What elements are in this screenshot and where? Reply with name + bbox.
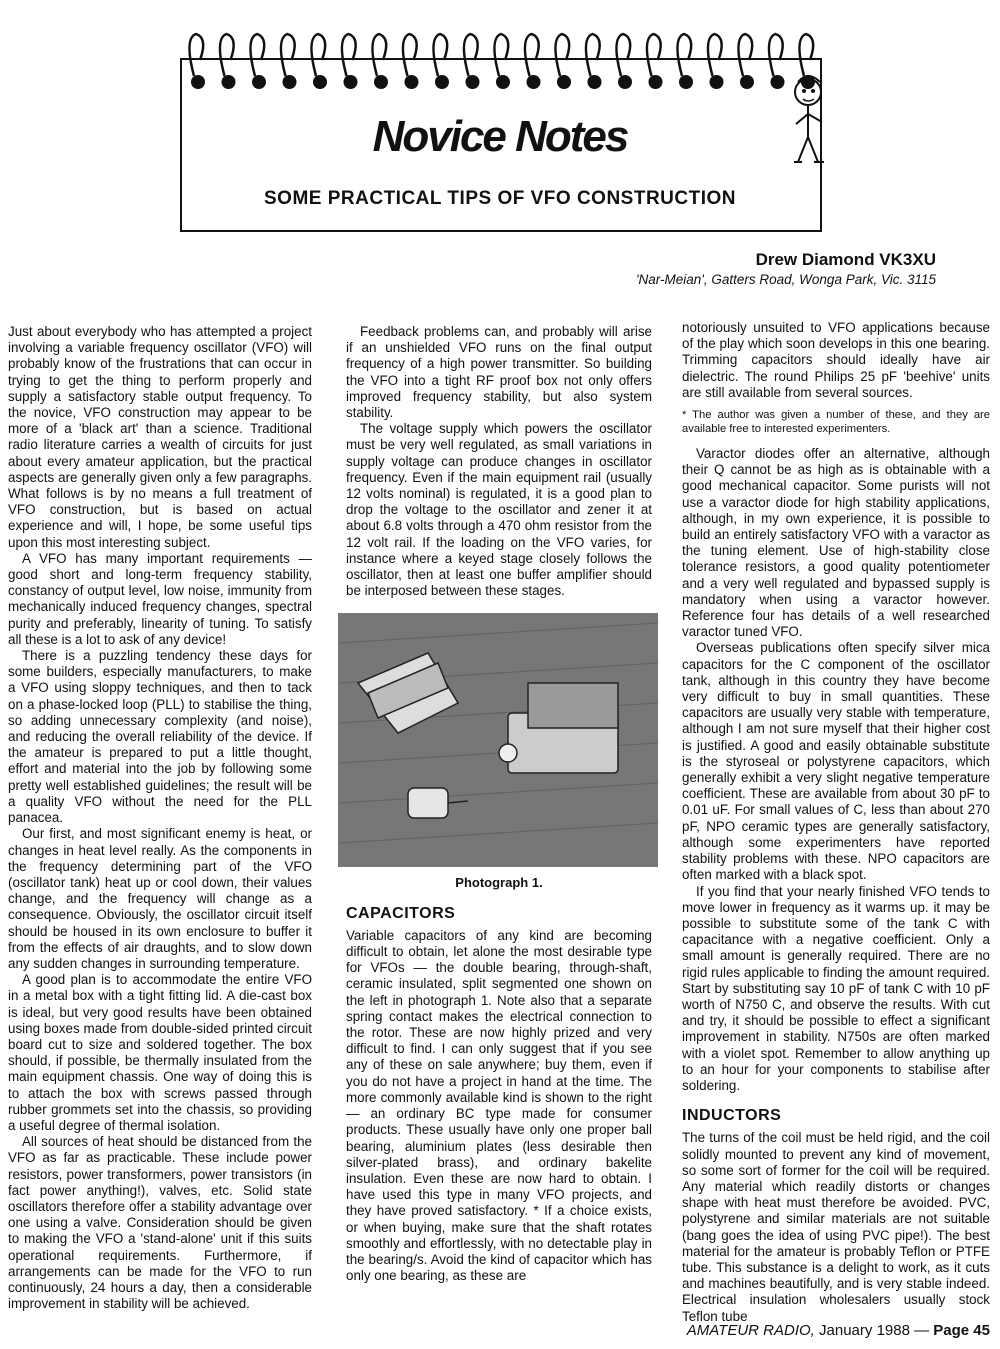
paragraph: Our first, and most significant enemy is heat, or changes in heat level really. As the components in the frequency determining part of the VFO (oscillator tank) heat up or cool down, their values change, and the frequency will change as a consequence. Obviously, the oscillator circuit itself should be housed in its own enclosure to buffer it from the effects of air draughts, and to slow down any sudden changes in surrounding temperature. <box>8 826 312 971</box>
column-3 <box>682 320 990 1325</box>
page-title: Novice Notes <box>372 112 628 161</box>
author-name: Drew Diamond VK3XU <box>755 250 936 269</box>
paragraph: Overseas publications often specify silver mica capacitors for the C component of the oscillator tank, although in this country they have become very difficult to buy in small quantities. These capacitors are usually very stable with temperature, although I am not sure myself that their higher cost is justified. A good and easily obtainable substitute is the styroseal or polystyrene capacitors, which generally exhibit a very slight negative temperature coefficient. These are available from about 30 pF to 0.01 uF. For small values of C, less than about 270 pF, NPO ceramic types are generally satisfactory, although some experimenters have reported stability problems with these. NPO capacitors are often marked with a black spot. <box>682 640 990 883</box>
footer-publication: AMATEUR RADIO, <box>686 1322 815 1339</box>
footer-separator: — <box>914 1322 930 1339</box>
capacitor-photo-icon <box>338 613 658 867</box>
paragraph: A good plan is to accommodate the entire VFO in a metal box with a tight fitting lid. A die-cast box is ideal, but very good results have been obtained using boxes made from double-sided printed circuit board cut to size and soldered together. The box should, if possible, be thermally insulated from the main equipment chassis. One way of doing this is to attach the box with screws passed through rubber grommets set into the chassis, so providing a useful degree of thermal isolation. <box>8 972 312 1133</box>
header-notepad <box>180 30 820 209</box>
footer-date: January 1988 <box>819 1322 910 1339</box>
paragraph: Just about everybody who has attempted a project involving a variable frequency oscillator (VFO) will probably know of the frustrations that can occur in trying to get the thing to perform properly and supply a satisfactory stable output frequency. To the novice, VFO construction may appear to be more of a 'black art' than a science. Traditional radio literature carries a wealth of circuits for just about every amateur application, but the practical aspects are generally given only a few paragraphs. What follows is by no means a full treatment of VFO construction, but is based on actual experience and will, I hope, be some useful tips upon this most interesting subject. <box>8 324 312 550</box>
section-heading-inductors: INDUCTORS <box>682 1107 782 1125</box>
column-1 <box>8 324 312 1312</box>
page-footer <box>687 1322 990 1339</box>
paragraph: There is a puzzling tendency these days for some builders, especially manufacturers, to make a VFO using sloppy techniques, and then to tack on a phase-locked loop (PLL) to stabilise the thing, so adding unnecessary complexity (and noise), and reducing the overall reliability of the device. If the amateur is prepared to put a little thought, effort and material into the job by following some pretty well established guidelines; the result will be a quality VFO without the need for the PLL panacea. <box>8 648 312 826</box>
footer-page-number: Page 45 <box>933 1322 990 1339</box>
paragraph: The turns of the coil must be held rigid, and the coil solidly mounted to prevent any kind of movement, so some sort of former for the coil will be required. Any material which readily distorts or changes shape with heat must therefore be avoided. PVC, polystyrene and similar materials are not suitable (bang goes the idea of using PVC pipe!). The best material for the amateur is probably Teflon or PTFE tube. This substance is a delight to work, as it cuts and machines beautifully, and is very stable indeed. Electrical insulation wholesalers usually stock Teflon tube <box>682 1130 990 1324</box>
footnote: * The author was given a number of these, and they are available free to interested experimenters. <box>682 409 990 435</box>
author-address: 'Nar-Meian', Gatters Road, Wonga Park, Vic. 3115 <box>635 272 936 287</box>
photograph-1 <box>338 613 658 867</box>
paragraph: Feedback problems can, and probably will arise if an unshielded VFO runs on the final output frequency of a high power transmitter. So building the VFO into a tight RF proof box not only offers improved frequency stability, but also system stability. <box>346 324 652 421</box>
page-subtitle: SOME PRACTICAL TIPS OF VFO CONSTRUCTION <box>264 188 736 209</box>
paragraph: Variable capacitors of any kind are becoming difficult to obtain, let alone the most desirable type for VFOs — the double bearing, through-shaft, ceramic insulated, split segmented one shown on the left in photograph 1. Note also that a separate spring contact makes the electrical connection to the rotor. These are now highly prized and very difficult to find. I can only suggest that if you see any of these on sale anywhere; buy them, even if you do not have a project in hand at the time. The more commonly available kind is shown to the right — an ordinary BC type made for consumer products. These usually have only one proper ball bearing, aluminium plates (less desirable then silver-plated brass), and ordinary bakelite insulation. Even these are now hard to obtain. I have used this type in many VFO projects, and they have proved satisfactory. * If a choice exists, or when buying, make sure that the shaft rotates smoothly and effortlessly, with no detectable play in the bearing/s. Avoid the kind of capacitor which has only one bearing, as these are <box>346 927 652 1284</box>
column-2 <box>346 324 652 1284</box>
paragraph: If you find that your nearly finished VFO tends to move lower in frequency as it warms up. it may be possible to substitute some of the tank C with capacitance with a negative coefficient. Only a small amount is generally required. There are no rigid rules applicable to finding the amount required. Start by substituting say 10 pF of tank C with 10 pF worth of N750 C, and observe the results. With cut and try, it should be possible to effect a significant improvement in stability. N750s are often marked with a violet spot. Remember to allow anything up to an hour for your components to stabilise after soldering. <box>682 883 990 1093</box>
photo-caption: Photograph 1. <box>455 875 543 891</box>
section-heading-capacitors: CAPACITORS <box>346 904 456 922</box>
paragraph: The voltage supply which powers the oscillator must be very well regulated, as small variations in supply voltage can produce changes in oscillator frequency. Even if the main equipment rail (usually 12 volts nominal) is regulated, it is a good plan to drop the voltage to the oscillator and zener it at about 6.8 volts through a 470 ohm resistor from the 12 volt rail. If the loading on the VFO varies, for instance where a keyed stage closely follows the oscillator, then at least one buffer amplifier should be interposed between these stages. <box>346 421 652 599</box>
paragraph: A VFO has many important requirements — good short and long-term frequency stability, constancy of output level, low noise, immunity from mechanically induced frequency changes, spectral purity and preferably, linearity of tuning. To satisfy all these is a lot to ask of any device! <box>8 550 312 647</box>
paragraph: notoriously unsuited to VFO applications because of the play which soon develops in this one bearing. Trimming capacitors should ideally have air dielectric. The round Philips 25 pF 'beehive' units are still available from several sources. <box>682 320 990 400</box>
cartoon-mascot-icon <box>784 72 832 172</box>
paragraph: All sources of heat should be distanced from the VFO as far as practicable. These include power resistors, power transformers, power transistors (in fact power anything!), valves, etc. Solid state oscillators therefore offer a stability advantage over one using a valve. Consideration should be given to making the VFO a 'stand-alone' unit if this suits operational requirements. Furthermore, if arrangements can be made for the VFO to run continuously, 24 hours a day, then a considerable improvement in stability will be achieved. <box>8 1134 312 1312</box>
paragraph: Varactor diodes offer an alternative, although their Q cannot be as high as is obtainable with a good mechanical capacitor. Some purists will not use a varactor diode for high stability applications, although, in my own experience, it is possible to build an entirely satisfactory VFO with a varactor as the tuning element. Use of high-stability close tolerance resistors, a good quality potentiometer and a very well regulated and bypassed supply is mandatory when using a varactor however. Reference four has details of a well researched varactor tuned VFO. <box>682 446 990 640</box>
